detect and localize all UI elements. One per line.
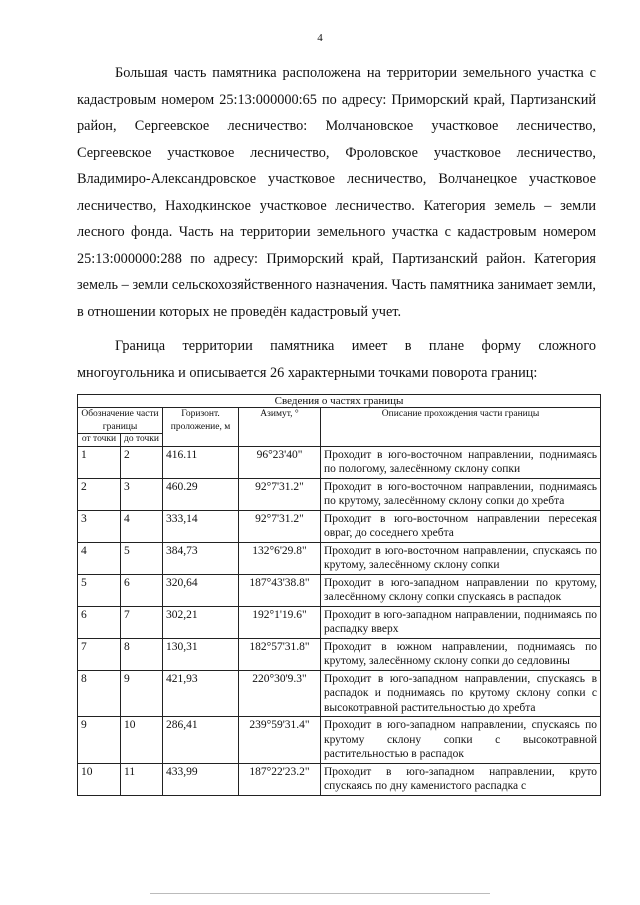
- table-header-row: [78, 408, 601, 434]
- cell-to: 2: [121, 446, 163, 478]
- cell-description: Проходит в юго-западном направлении, поднимаясь по распадку вверх: [321, 606, 601, 638]
- cell-to: 4: [121, 510, 163, 542]
- header-horizontal: Горизонт. проложение, м: [163, 408, 239, 447]
- table-row: [78, 717, 601, 764]
- cell-description: Проходит в юго-восточном направлении пересекая овраг, до соседнего хребта: [321, 510, 601, 542]
- table-body: [78, 446, 601, 795]
- cell-azimuth: 187°43'38.8": [239, 574, 321, 606]
- cell-to: 8: [121, 638, 163, 670]
- cell-from: 9: [78, 717, 121, 764]
- header-from: от точки: [78, 434, 121, 447]
- cell-horizontal: 421,93: [163, 670, 239, 717]
- cell-azimuth: 92°7'31.2": [239, 510, 321, 542]
- cell-description: Проходит в юго-восточном направлении, спускаясь по крутому, залесённому склону сопки: [321, 542, 601, 574]
- cell-description: Проходит в юго-восточном направлении, поднимаясь по крутому, залесённому склону сопки до хребта: [321, 478, 601, 510]
- table-row: [78, 763, 601, 795]
- cell-from: 2: [78, 478, 121, 510]
- cell-to: 9: [121, 670, 163, 717]
- cell-horizontal: 416.11: [163, 446, 239, 478]
- cell-azimuth: 92°7'31.2": [239, 478, 321, 510]
- cell-horizontal: 460.29: [163, 478, 239, 510]
- cell-description: Проходит в юго-западном направлении по крутому, залесённому склону сопки спускаясь в распадок: [321, 574, 601, 606]
- body-text: [77, 60, 596, 387]
- page-bottom-line: [150, 893, 490, 894]
- header-azimuth: Азимут, °: [239, 408, 321, 447]
- page-number: 4: [317, 32, 323, 44]
- cell-from: 7: [78, 638, 121, 670]
- cell-description: Проходит в юго-западном направлении, круто спускаясь по дну каменистого распадка с: [321, 763, 601, 795]
- cell-to: 10: [121, 717, 163, 764]
- cell-from: 1: [78, 446, 121, 478]
- table-row: [78, 542, 601, 574]
- table-caption-row: [78, 395, 601, 408]
- cell-azimuth: 96°23'40": [239, 446, 321, 478]
- cell-to: 5: [121, 542, 163, 574]
- table-caption: Сведения о частях границы: [78, 395, 601, 408]
- paragraph-boundary-intro: Граница территории памятника имеет в плане форму сложного многоугольника и описывается 26 характерными точками поворота границ:: [77, 338, 596, 381]
- cell-to: 7: [121, 606, 163, 638]
- cell-to: 3: [121, 478, 163, 510]
- cell-description: Проходит в юго-западном направлении, спускаясь по крутому склону сопки с высокотравной растительностью в распадок: [321, 717, 601, 764]
- table-row: [78, 606, 601, 638]
- table-row: [78, 446, 601, 478]
- cell-azimuth: 220°30'9.3": [239, 670, 321, 717]
- cell-azimuth: 239°59'31.4": [239, 717, 321, 764]
- cell-azimuth: 187°22'23.2": [239, 763, 321, 795]
- cell-horizontal: 384,73: [163, 542, 239, 574]
- cell-from: 10: [78, 763, 121, 795]
- cell-to: 11: [121, 763, 163, 795]
- cell-from: 6: [78, 606, 121, 638]
- cell-horizontal: 130,31: [163, 638, 239, 670]
- table-row: [78, 670, 601, 717]
- cell-azimuth: 182°57'31.8": [239, 638, 321, 670]
- cell-horizontal: 433,99: [163, 763, 239, 795]
- cell-horizontal: 302,21: [163, 606, 239, 638]
- cell-from: 3: [78, 510, 121, 542]
- cell-from: 4: [78, 542, 121, 574]
- cell-description: Проходит в юго-западном направлении, спускаясь в распадок и поднимаясь по крутому склону сопки с высокотравной растительностью до хребта: [321, 670, 601, 717]
- table-row: [78, 574, 601, 606]
- cell-horizontal: 320,64: [163, 574, 239, 606]
- header-description: Описание прохождения части границы: [321, 408, 601, 447]
- table-row: [78, 510, 601, 542]
- table-row: [78, 478, 601, 510]
- cell-description: Проходит в южном направлении, поднимаясь по крутому, залесённому склону сопки до седловины: [321, 638, 601, 670]
- cell-description: Проходит в юго-восточном направлении, поднимаясь по пологому, залесённому склону сопки: [321, 446, 601, 478]
- cell-to: 6: [121, 574, 163, 606]
- cell-from: 8: [78, 670, 121, 717]
- table-row: [78, 638, 601, 670]
- cell-horizontal: 333,14: [163, 510, 239, 542]
- boundary-parts-table: [77, 394, 601, 796]
- cell-azimuth: 132°6'29.8": [239, 542, 321, 574]
- cell-horizontal: 286,41: [163, 717, 239, 764]
- header-to: до точки: [121, 434, 163, 447]
- cell-from: 5: [78, 574, 121, 606]
- cell-azimuth: 192°1'19.6": [239, 606, 321, 638]
- header-designation: Обозначение части границы: [78, 408, 163, 434]
- paragraph-land-plots: Большая часть памятника расположена на территории земельного участка с кадастровым номером 25:13:000000:65 по адресу: Приморский край, Партизанский район, Сергеевское лесничество: Молчановское участковое лесничество, Сергеевское участковое лесничество, Фроловское участковое лесничество, Владимиро-Александровское участковое лесничество, Волчанецкое участковое лесничество, Находкинское участковое лесничество. Категория земель – земли лесного фонда. Часть на территории земельного участка с кадастровым номером 25:13:000000:288 по адресу: Приморский край, Партизанский район. Категория земель – земли сельскохозяйственного назначения. Часть памятника занимает земли, в отношении которых не проведён кадастровый учет.: [77, 65, 596, 320]
